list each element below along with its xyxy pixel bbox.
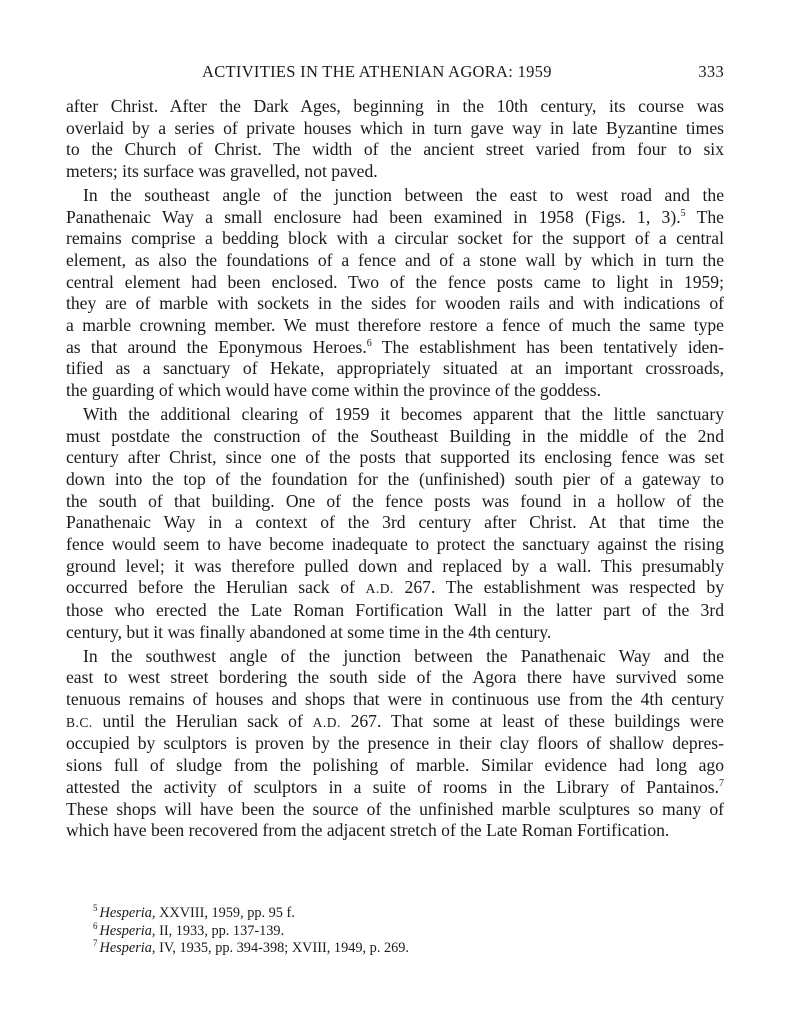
text-segment: as that around the Eponymous Heroes. (66, 336, 367, 357)
running-head (66, 62, 724, 86)
footnote-mark: 6 (93, 920, 98, 931)
small-caps-era: A.D. (312, 714, 341, 730)
text-segment: until the Herulian sack of (92, 710, 313, 731)
text-line: In the southeast angle of the junction between the east to west road and the (83, 184, 724, 205)
text-line: which have been recovered from the adjacent stretch of the Late Roman Fortification. (66, 820, 670, 841)
text-line: tified as a sanctuary of Hekate, appropriately situated at an important crossroads, (66, 358, 724, 379)
text-line (66, 777, 724, 799)
text-line: sions full of sludge from the polishing of marble. Similar evidence had long ago (66, 755, 724, 776)
text-line: those who erected the Late Roman Fortification Wall in the latter part of the 3rd (66, 600, 724, 621)
text-segment: 267. That some at least of these buildings were (340, 710, 724, 731)
footnote-reference: 5 (680, 207, 686, 219)
journal-name: Hesperia (99, 940, 152, 956)
text-segment: occurred before the Herulian sack of (66, 577, 366, 598)
small-caps-era: B.C. (66, 714, 93, 730)
text-line: central element had been enclosed. Two of the fence posts came to light in 1959; (66, 271, 724, 292)
text-line (66, 711, 724, 734)
footnote-reference: 6 (366, 337, 372, 349)
text-line: overlaid by a series of private houses which in turn gave way in late Byzantine times (66, 117, 724, 138)
text-line: meters; its surface was gravelled, not paved. (66, 161, 378, 182)
footnotes (93, 905, 693, 958)
journal-name: Hesperia (99, 905, 152, 921)
text-segment: 267. The establishment was respected by (393, 577, 724, 598)
text-line: These shops will have been the source of the unfinished marble sculptures so many of (66, 798, 724, 819)
footnote-7 (93, 940, 693, 958)
footnote-text: , II, 1933, pp. 137-139. (151, 922, 285, 939)
footnote-text: , XXVIII, 1959, pp. 95 f. (151, 905, 295, 921)
paragraph-3 (66, 404, 724, 644)
text-line (66, 207, 724, 229)
footnote-mark: 7 (93, 938, 98, 949)
journal-name: Hesperia (99, 922, 152, 939)
footnote-reference: 7 (719, 777, 724, 789)
text-line: after Christ. After the Dark Ages, beginning in the 10th century, its course was (66, 96, 724, 116)
text-line: tenuous remains of houses and shops that were in continuous use from the 4th century (66, 688, 724, 709)
text-line: With the additional clearing of 1959 it becomes apparent that the little sanctuary (83, 403, 724, 424)
text-segment: The (685, 206, 724, 227)
text-line: Panathenaic Way in a context of the 3rd century after Christ. At that time the (66, 512, 724, 533)
text-line: fence would seem to have become inadequate to protect the sanctuary against the rising (66, 534, 724, 555)
footnote-5 (93, 905, 693, 923)
text-line: In the southwest angle of the junction between the Panathenaic Way and the (83, 645, 724, 666)
text-line: the guarding of which would have come within the province of the goddess. (66, 380, 602, 401)
footnote-6 (93, 920, 693, 941)
text-line: century after Christ, since one of the posts that supported its enclosing fence was set (66, 447, 724, 468)
text-segment: attested the activity of sculptors in a suite of rooms in the Library of Pantainos. (66, 776, 719, 797)
text-line: a marble crowning member. We must therefore restore a fence of much the same type (66, 315, 724, 336)
text-line: down into the top of the foundation for the (unfinished) south pier of a gateway to (66, 468, 724, 489)
text-segment: The establishment has been tentatively iden- (371, 336, 724, 357)
text-line: must postdate the construction of the Southeast Building in the middle of the 2nd (66, 425, 724, 446)
body-text (66, 96, 724, 842)
paragraph-1 (66, 96, 724, 183)
text-line: to the Church of Christ. The width of the ancient street varied from four to six (66, 139, 724, 160)
footnote-text: , IV, 1935, pp. 394-398; XVIII, 1949, p. 269. (151, 940, 409, 956)
text-line: ground level; it was therefore pulled down and replaced by a wall. This presumably (66, 555, 724, 576)
text-line (66, 337, 724, 359)
paragraph-2 (66, 185, 724, 402)
text-line: century, but it was finally abandoned at some time in the 4th century. (66, 621, 552, 642)
text-line: east to west street bordering the south side of the Agora there have survived some (66, 667, 724, 688)
page-number: 333 (698, 62, 724, 81)
small-caps-era: A.D. (365, 581, 394, 597)
running-title: ACTIVITIES IN THE ATHENIAN AGORA: 1959 (202, 62, 552, 81)
paragraph-4 (66, 646, 724, 842)
text-line: occupied by sculptors is proven by the presence in their clay floors of shallow depres- (66, 733, 724, 754)
text-line (66, 577, 724, 600)
text-line: the south of that building. One of the fence posts was found in a hollow of the (66, 490, 724, 511)
text-line: element, as also the foundations of a fence and of a stone wall by which in turn the (66, 249, 724, 270)
footnote-mark: 5 (93, 903, 98, 914)
text-segment: Panathenaic Way a small enclosure had been examined in 1958 (Figs. 1, 3). (66, 206, 681, 227)
text-line: remains comprise a bedding block with a circular socket for the support of a central (66, 228, 724, 249)
text-line: they are of marble with sockets in the sides for wooden rails and with indications of (66, 293, 724, 314)
